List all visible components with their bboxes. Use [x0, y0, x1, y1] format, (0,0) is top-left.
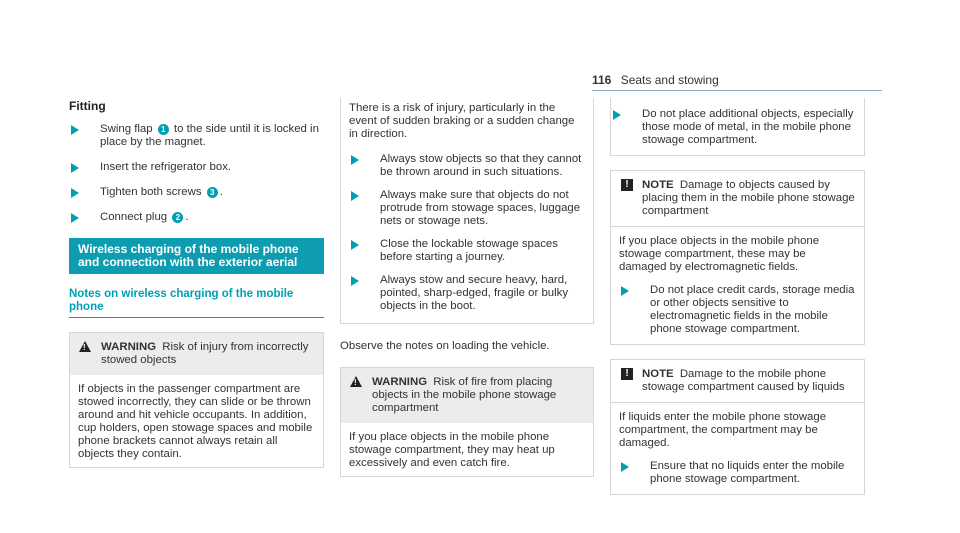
callout-number-1: 1: [158, 124, 169, 135]
column-2: [340, 98, 594, 477]
section-title: Wireless charging of the mobile phone and connection with the exterior aerial: [69, 238, 324, 274]
exclamation-square-icon: !: [621, 179, 633, 191]
warning-triangle-icon: !: [79, 341, 91, 352]
step-item: Insert the refrigerator box.: [69, 161, 324, 174]
arrow-right-icon: [351, 155, 359, 165]
arrow-right-icon: [351, 276, 359, 286]
arrow-right-icon: [621, 462, 629, 472]
continued-box: [610, 98, 865, 156]
arrow-right-icon: [613, 110, 621, 120]
arrow-right-icon: [351, 240, 359, 250]
header-rule: [592, 90, 882, 91]
warning-header: ! WARNING Risk of injury from incorrectly stowed objects: [70, 333, 323, 375]
step-item: Swing flap 1 to the side until it is locked in place by the magnet.: [69, 123, 324, 149]
note-box: [610, 359, 865, 495]
page-number: 116: [592, 73, 612, 87]
note-body: If you place objects in the mobile phone stowage compartment, these may be damaged by electromagnetic fields. Do not place credit cards, storage media or other objects sensitive to electromagnetic fields in the mobile phone stowage compartment.: [611, 226, 864, 344]
arrow-right-icon: [621, 286, 629, 296]
page-header: [592, 73, 719, 87]
note-body: If liquids enter the mobile phone stowage compartment, the compartment may be damaged. Ensure that no liquids enter the mobile phone stowage compartment.: [611, 402, 864, 494]
subsection-title: Notes on wireless charging of the mobile phone: [69, 288, 324, 318]
step-item: Connect plug 2 .: [69, 211, 324, 224]
step-item: Tighten both screws 3 .: [69, 186, 324, 199]
exclamation-square-icon: !: [621, 368, 633, 380]
warning-box: [69, 332, 324, 468]
note-header: ! NOTE Damage to objects caused by placing them in the mobile phone stowage compartment: [611, 171, 864, 226]
step-item: Do not place credit cards, storage media or other objects sensitive to electromagnetic fields in the mobile phone stowage compartment.: [619, 284, 856, 336]
arrow-right-icon: [71, 125, 79, 135]
arrow-right-icon: [71, 213, 79, 223]
warning-triangle-icon: !: [350, 376, 362, 387]
continued-warning: [340, 98, 594, 324]
step-item: Ensure that no liquids enter the mobile phone stowage compartment.: [619, 460, 856, 486]
paragraph: There is a risk of injury, particularly in the event of sudden braking or a sudden change in direction.: [349, 102, 575, 140]
arrow-right-icon: [71, 163, 79, 173]
paragraph: Observe the notes on loading the vehicle.: [340, 340, 550, 352]
step-item: Always stow objects so that they cannot be thrown around in such situations.: [349, 153, 585, 179]
column-1: [69, 98, 324, 468]
fitting-heading: Fitting: [69, 99, 106, 113]
step-item: Close the lockable stowage spaces before starting a journey.: [349, 238, 585, 264]
section-name: Seats and stowing: [620, 73, 719, 87]
warning-header: ! WARNING Risk of fire from placing objects in the mobile phone stowage compartment: [341, 368, 593, 423]
note-header: ! NOTE Damage to the mobile phone stowage compartment caused by liquids: [611, 360, 864, 402]
column-3: [610, 98, 865, 495]
warning-box: [340, 367, 594, 477]
warning-body: If objects in the passenger compartment are stowed incorrectly, they can slide or be thrown around and hit vehicle occupants. In addition, cup holders, open stowage spaces and mobile phone brackets cannot always retain all objects they contain.: [78, 383, 313, 460]
arrow-right-icon: [71, 188, 79, 198]
step-item: Always stow and secure heavy, hard, pointed, sharp-edged, fragile or bulky objects in the boot.: [349, 274, 585, 313]
step-item: Do not place additional objects, especially those mode of metal, in the mobile phone stowage compartment.: [611, 108, 856, 147]
step-item: Always make sure that objects do not protrude from stowage spaces, luggage nets or stowage nets.: [349, 189, 585, 228]
note-box: [610, 170, 865, 345]
callout-number-2: 2: [172, 212, 183, 223]
warning-body: If you place objects in the mobile phone stowage compartment, they may heat up excessively and even catch fire.: [349, 431, 555, 469]
callout-number-3: 3: [207, 187, 218, 198]
arrow-right-icon: [351, 191, 359, 201]
